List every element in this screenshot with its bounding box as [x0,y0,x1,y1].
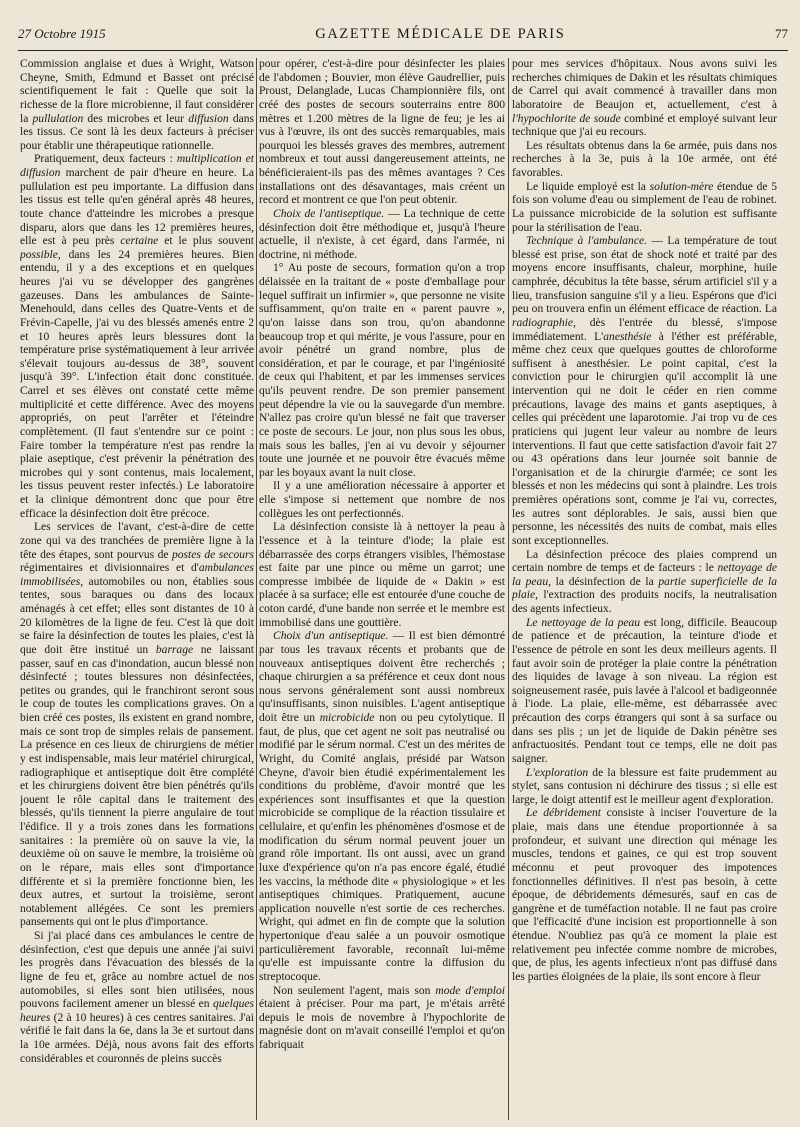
paragraph [259,985,505,1053]
paragraph [512,58,777,140]
column-divider-2 [508,58,509,1120]
text-run: La désinfection consiste là à nettoyer la peau à l'essence et à la teinture d'iode; la plaie est débarrassée des corps étrangers visibles, l'hémostase est faite par une pince ou même un garrot; une compresse imbibée de liquide de « Dakin » est placée à sa surface; elle est entourée d'une couche de coton cardé, d'une bande non serrée et le membre est immobilisé dans une gouttière. [259,521,505,629]
paragraph [20,58,254,153]
italic-text: mode d'emploi [435,984,505,997]
text-run: La désinfection précoce des plaies comprend un certain nombre de temps et de facteurs : le [512,548,777,575]
text-run: pour mes services d'hôpitaux. Nous avons suivi les recherches chimiques de Dakin et les résultats chimiques de Carrel qui avait commencé à travailler dans mon laboratoire de Beaujon et, actuellement, c'est à [512,58,777,111]
paragraph [512,140,777,181]
italic-text: Choix d'un antiseptique. [273,630,389,643]
italic-text: barrage [155,643,194,656]
paragraph [512,235,777,548]
text-run: Non seulement l'agent, mais son [273,984,436,997]
paragraph [512,807,777,984]
text-run: dès l'entrée du blessé, s'impose immédiatement. L' [512,316,777,343]
text-run: consiste à inciser l'ouverture de la plaie, mais dans une étendue proportionnée à sa profondeur, et suivant une direction qui ménage les muscles, tendons et gaines, ce qui est trop souvent méconnu et peut provoquer des impotences fonctionnelles définitives. Il n'est pas besoin, à cette époque, de débridements démesurés, sauf en cas de gangrène et de tuméfaction notable. Il ne faut pas croire que l'efficacité d'une incision est proportionnelle à son étendue. N'oubliez pas qu'à ce moment la plaie est relativement peu infectée comme nombre de microbes, que, de plus, les agents infectieux n'ont pas diffusé dans les parties éloignées de la plaie, ils sont encore à fleur [512,807,777,983]
text-column-2 [259,58,505,1122]
journal-title: GAZETTE MÉDICALE DE PARIS [315,26,566,42]
italic-text: Technique à l'ambulance. [526,235,647,248]
text-column-1 [20,58,254,1122]
text-run: Si j'ai placé dans ces ambulances le centre de désinfection, c'est que depuis une année j'ai suivi les progrès dans l'évacuation des blessés de la ligne de feu et, grâce au nombre actuel de nos automobiles, si elles sont bien utilisées, nous pouvons facilement amener un blessé en [20,930,254,1011]
text-run: des microbes et leur [83,112,189,125]
paragraph [259,630,505,984]
italic-text: l'hypochlorite de soude [512,112,621,125]
text-run: Commission anglaise et dues à Wright, Watson Cheyne, Smith, Edmund et Basset ont précisé scientifiquement le fait : Quelle que soit la richesse de la flore microbienne, il faut considérer la [20,58,254,125]
running-header [18,26,788,48]
italic-text: certaine [120,235,159,248]
italic-text: pullulation [32,112,84,125]
paragraph [512,767,777,808]
paragraph [512,549,777,617]
text-run: automobiles ou non, établies sous tentes, sous baraques ou dans des locaux aménagés à cet effet; elles sont distantes de 10 à 20 kilomètres de la ligne de feu. C'est là que doit se faire la désinfection de toutes les plaies, c'est là que doit être institué un [20,575,254,656]
italic-text: nettoyage de la peau, [512,562,777,588]
page-number: 77 [774,26,788,41]
paragraph [259,480,505,521]
italic-text: diffusion [188,112,229,125]
text-run: est long, difficile. Beaucoup de patience et de précaution, la teinture d'iode et l'essence de pétrole en sont les deux meilleurs agents. Il faut avoir soin de protéger la plaie contre la pénétration des liquides de lavage à son niveau. La région est soigneusement rasée, puis lavée à l'alcool et badigeonnée à l'iode. La plaie, elle-même, est débarrassée avec précaution des corps étrangers qui sont à sa surface ou dans ses plis ; un jet de liquide de Dakin pénètre ses anfractuosités. Pendant tout ce temps, elle ne doit pas saigner. [512,616,777,765]
italic-text: anesthésie [603,330,652,343]
italic-text: multiplication et diffusion [20,153,254,179]
italic-text: Le nettoyage de la peau [526,616,641,629]
paragraph [259,208,505,263]
text-run: dans les 24 premières heures. Bien entendu, il y a des exceptions et en quelques heures j'ai vu se développer des gangrènes gazeuses. Dans les ambulances de Sainte-Menehould, dans celles des Quatre-Vents et de Frévin-Capelle, j'ai vu des blessés amenés entre 2 et 10 heures après leurs blessures dont la température prise systématiquement à leur arrivée s'élevait toujours au-dessus de 38°, souvent jusqu'à 39°. L'infection était donc constituée. Carrel et ses élèves ont constaté cette même multiplicité et cette différence. Avec des moyens appropriés, on peut l'arrêter et l'éteindre complètement. (Il faut s'entendre sur ce point : Faire tomber la température n'est pas rendre la plaie aseptique, c'est prévenir la pénétration des microbes qui y sont contenus, mais localement, les tissus peuvent rester infectés.) Le laboratoire et la clinique démontrent donc que pour être efficace la désinfection doit être précoce. [20,248,254,520]
paragraph [20,521,254,930]
italic-text: Choix de l'antiseptique. [273,207,385,220]
header-rule [18,50,788,51]
text-run: non ou peu cytolytique. Il faut, de plus, que cet agent ne soit pas neutralisé ou modifié par le sérum normal. C'est un des mérites de Wright, du Comité anglais, présidé par Watson Cheyne, d'avoir bien étudié expérimentalement les conditions du problème, d'avoir montré que les expériences sont insuffisantes et que la question microbicide se complique de la réaction tissulaire et cellulaire, et qu'enfin les phénomènes d'osmose et de modification du sérum normal peuvent jouer un grand rôle important. Ils ont aussi, avec un grand luxe d'expérience qu'on n'a pas encore égalé, étudié les vaccins, la méthode dite « physiologique » et les antiseptiques chimiques. Pratiquement, aucune application nouvelle n'est sortie de ces recherches. Wright, qui admet en fin de compte que la solution hypertonique d'eau salée a un pouvoir osmotique particulièrement favorable, reconnaît lui-même qu'elle est impuissante contre la diffusion du streptocoque. [259,712,505,983]
paragraph [512,181,777,236]
italic-text: ambulances immobilisées, [20,562,254,588]
text-run: pour opérer, c'est-à-dire pour désinfecter les plaies de l'abdomen ; Bouvier, mon élève Gaudrellier, puis Proust, Delanglade, Lucas Championnière fils, ont créé des postes de secours souterrains entre 800 mètres et 1.200 mètres de la ligne de feu; je les ai vus à l'œuvre, ils ont des succès remarquables, mais pourquoi les blessés graves des membres, autrement nombreux et tout aussi dangereusement atteints, ne bénéficieraient-ils pas des mêmes avantages ? Ces installations ont des désavantages, mais créent un record et montrent ce que l'on peut obtenir. [259,58,505,207]
text-run: Les services de l'avant, c'est-à-dire de cette zone qui va des tranchées de première ligne à la tête des étapes, sont pourvus de [20,521,254,561]
italic-text: L'exploration [526,766,589,779]
italic-text: Le débridement [526,807,601,820]
italic-text: microbicide [319,712,375,724]
text-run: Les résultats obtenus dans la 6e armée, puis dans nos recherches à la 3e, puis à la 10e armée, ont été favorables. [512,139,777,179]
text-run: 1° Au poste de secours, formation qu'on a trop délaissée en la traitant de « poste d'emballage pour lequel suffirait un infirmier », que personne ne visite suffisamment, qu'on traite en « parent pauvre », qu'on laisse dans son trou, qu'on abandonne beaucoup trop et qui mérite, je vous l'assure, pour en avoir pénétré un grand nombre, plus de considération, et par le courage, et par l'ingéniosité de ceux qui l'habitent, et par les immenses services qu'ils peuvent rendre. De son premier pansement peut dépendre la vie ou la sauvegarde d'un membre. N'allez pas croire qu'un blessé ne fait que traverser ce poste de secours. Le jour, non plus sous les obus, mais sous les balles, j'en ai vu devoir y séjourner toute une journée et ne pouvoir être évacués même par les boyaux avant la nuit close. [259,262,505,479]
column-divider-1 [256,58,257,1120]
text-run: étaient à préciser. Pour ma part, je m'étais arrêté depuis le mois de novembre à l'hypochlorite de magnésie dont on m'avait conseillé l'emploi et qu'on fabriquait [259,998,505,1051]
text-run: la désinfection de la [551,575,659,588]
italic-text: quelques heures [20,998,254,1024]
text-run: — Il est bien démontré par tous les travaux récents et probants que de nouveaux antiseptiques doivent être recherchés ; chaque chirurgien a sa préférence et ceux dont nous nous servons généralement sont aussi nombreux qu'insuffisants, sinon nuisibles. L'agent antiseptique doit être un [259,630,505,724]
italic-text: partie superficielle de la plaie, [512,575,777,602]
text-run: Le liquide employé est la [526,180,650,193]
paragraph [259,521,505,630]
text-run: (2 à 10 heures) à ces centres sanitaires. J'ai vérifié le fait dans la 6e, dans la 3e et surtout dans la 10e armées. Déjà, nous avons fait des efforts considérables et couronnés de pleins succès [20,1011,254,1065]
italic-text: radiographie, [512,316,576,329]
paragraph [20,153,254,521]
text-run: combiné et employé suivant leur technique que j'ai eu recours. [512,112,777,139]
text-column-3 [512,58,777,1122]
text-run: étendue de 5 fois son volume d'eau ou simplement de l'eau de robinet. La puissance microbicide de la solution est suffisante pour la stérilisation de l'eau. [512,180,777,234]
paragraph [512,617,777,767]
text-run: marchent de pair d'heure en heure. La pullulation est peu importante. La diffusion dans les tissus est telle qu'en général après 48 heures, toute chance d'atteindre les microbes a presque disparu, alors que dans les 12 premières heures, elle est à peu près [20,167,254,248]
text-run: et le plus souvent [158,235,254,248]
text-run: Pratiquement, deux facteurs : [34,153,177,166]
paragraph [259,58,505,208]
text-run: ne laissant passer, sauf en cas d'inondation, aucun blessé non désinfecté ; toutes blessures non désinfectées, petites ou grandes, qui le franchiront seront sous le coup de toutes les complications graves. On a bien créé ces postes, ils existent en grand nombre, mais ce sont trop de simples relais de pansement. La présence en ces lieux de chirurgiens de métier y est indispensable, mais leur matériel chirurgical, radiographique et antiseptique doit être complété et les chirurgiens doivent être bien pénétrés qu'ils jouent le rôle capital dans le traitement des blessés, qu'ils tiennent la pierre angulaire de tout l'édifice. Il y a trois zones dans les formations sanitaires : la première où on sauve la vie, la deuxième où on sauve le membre, la troisième où on le répare, mais elles sont d'importance différente et si la première fonctionne bien, les deux autres, et surtout la troisième, seront notablement allégées. Ce sont les premiers pansements qui ont le plus d'importance. [20,643,254,929]
text-run: de la blessure est faite prudemment au stylet, sans contusion ni déchirure des tissus ; si elle est large, le doigt attentif est le meilleur agent d'exploration. [512,766,777,806]
text-run: Il y a une amélioration nécessaire à apporter et elle s'impose si nettement que nombre de nos collègues les ont perfectionnés. [259,480,505,520]
issue-date: 27 Octobre 1915 [18,26,106,41]
text-run: régimentaires et divisionnaires et d' [20,562,199,575]
text-run: — La température de tout blessé est prise, son état de shock noté et traité par des moyens encore insuffisants, chaleur, morphine, huile camphrée, décubitus la tête basse, sérum artificiel s'il y a lieu, transfusion sanguine s'il y a lieu. Espérons que d'ici peu on trouvera enfin un élément efficace de réaction. La [512,235,777,316]
text-run: — La technique de cette désinfection doit être méthodique et, jusqu'à l'heure actuelle, il n'existe, à cet égard, dans l'armée, ni doctrine, ni méthode. [259,207,505,261]
text-run: l'extraction des produits nocifs, la neutralisation des agents infectieux. [512,589,777,615]
text-run: à l'éther est préférable, même chez ceux que quelques gouttes de chloroforme suffisent à anesthésier. Le point capital, c'est la conviction pour le chirurgien qu'il accomplit là une intervention qui ne doit le céder en rien comme précautions, lavage des mains et gants aseptiques, à celles qui précèdent une laparotomie. J'ai trop vu de ces praticiens qui jugent leur valeur au nombre de leurs interventions. Il faut que cette satisfaction d'avoir fait 27 ou 43 opérations dans leur journée soit bannie de l'organisation et de la chirurgie d'armée; ce sont les blessés et non les médecins qui sont à plaindre. Les trois premières opérations sont, comme je l'ai vu, correctes, les autres sont déplorables. Je sais, aussi bien que personne, les nécessités des nuits de combat, mais elles sont exceptionnelles. [512,330,777,547]
paragraph [20,930,254,1066]
text-run: dans les tissus. Ce sont là les deux facteurs à préciser pour établir une thérapeutique rationnelle. [20,112,254,152]
paragraph [259,262,505,480]
italic-text: postes de secours [172,548,254,561]
italic-text: solution-mère [649,180,714,193]
italic-text: possible, [20,248,61,261]
